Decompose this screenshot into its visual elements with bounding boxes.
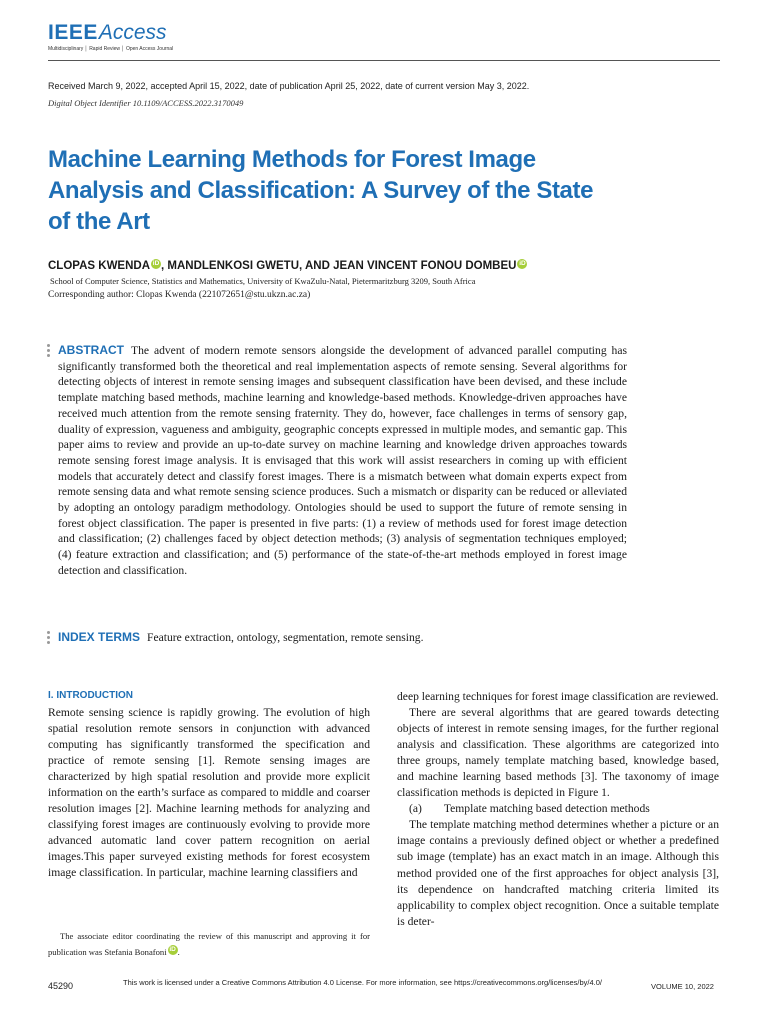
intro-paragraph-1-continued: deep learning techniques for forest image classification are reviewed. [397, 690, 719, 703]
orcid-icon[interactable]: iD [169, 946, 176, 953]
footnote-text: The associate editor coordinating the review of this manuscript and approving it for publication was Stefania Bonafoni [48, 931, 370, 957]
abstract-dots-icon [47, 344, 51, 359]
license-notice[interactable]: This work is licensed under a Creative Commons Attribution 4.0 License. For more information, see https://creativecommons.org/licenses/by/4.0/ [123, 978, 602, 987]
index-terms-text: Feature extraction, ontology, segmentation, remote sensing. [147, 631, 424, 644]
logo-tagline: Multidisciplinary │ Rapid Review │ Open Access Journal [48, 46, 174, 52]
left-column [48, 689, 370, 882]
page-number: 45290 [48, 981, 74, 991]
abstract-text: The advent of modern remote sensors alongside the development of advanced parallel computing has significantly transformed both the theoretical and real implementation aspects of remote sensing. Several algorithms for detecting objects of interest in remote sensing images and subsequent classification have been devised, and these include template matching based methods, machine learning and knowledge-based methods. Knowledge-driven approaches have received much attention from the remote sensing fraternity. They do, however, face challenges in terms of sensory gap, duality of expression, vagueness and ambiguity, geographic concepts expressed in multiple modes, and semantic gap. This paper aims to review and provide an up-to-date survey on machine learning and knowledge driven approaches towards remote sensing forest image analysis. It is envisaged that this work will assist researchers in coming up with efficient models that accurately detect and classify forest images. There is a mismatch between what domain experts expect from remote sensing data and what remote sensing science produces. Such a mismatch or disparity can be reduced or alleviated by adopting an ontology paradigm methodology. Ontologies should be used to support the future of remote sensing in forest object classification. The paper is presented in five parts: (1) a review of methods used for forest image detection and classification; (2) challenges faced by object detection methods; (3) analysis of segmentation techniques employed; (4) feature extraction and classification; and (5) performance of the state-of-the-art methods employed in forest image detection and classification. [58, 344, 627, 577]
abstract [58, 343, 627, 579]
index-terms-dots-icon [47, 631, 51, 646]
header-rule [48, 60, 720, 61]
index-terms [58, 630, 627, 646]
author-1: CLOPAS KWENDA [48, 260, 151, 272]
journal-logo [48, 22, 248, 52]
volume-label: VOLUME 10, 2022 [651, 982, 714, 991]
subsection-heading [397, 801, 719, 817]
intro-paragraph-1: Remote sensing science is rapidly growing. The evolution of high spatial resolution remote sensors in conjunction with advanced computing has significantly transformed the specification and practice of remote sensing [1]. Remote sensing images are characterized by high spatial resolution and provide more explicit information on the earth’s surface as compared to middle and coarser resolution images [2]. Machine learning methods for analyzing and classifying forest images are continuously evolving to provide more advanced automatic land cover pattern recognition on aerial images.This paper surveyed existing methods for forest ecosystem image classification. In particular, machine learning classifiers and [48, 706, 370, 880]
intro-paragraph-2: There are several algorithms that are geared towards detecting objects of interest in remote sensing images, for the further regional analysis and classification. These algorithms are categorized into three groups, namely template matching based, knowledge based, and machine learning based methods [3]. The taxonomy of image classification methods is depicted in Figure 1. [397, 706, 719, 800]
author-separator: , MANDLENKOSI GWETU, AND [161, 260, 334, 272]
subsection-title: Template matching based detection methods [443, 802, 650, 816]
subsection-label: (a) [409, 802, 422, 816]
abstract-label: ABSTRACT [58, 343, 124, 357]
logo-wordmark [48, 22, 248, 44]
received-dates: Received March 9, 2022, accepted April 15, 2022, date of publication April 25, 2022, date of current version May 3, 2022. [48, 81, 530, 91]
right-column [397, 689, 719, 930]
section-heading-introduction: I. INTRODUCTION [48, 690, 133, 701]
affiliation: School of Computer Science, Statistics and Mathematics, University of KwaZulu-Natal, Pietermaritzburg 3209, South Africa [50, 276, 476, 286]
author-3: JEAN VINCENT FONOU DOMBEU [333, 260, 517, 272]
index-terms-label: INDEX TERMS [58, 630, 141, 644]
editor-footnote [48, 928, 370, 960]
doi-line: Digital Object Identifier 10.1109/ACCESS.2022.3170049 [48, 98, 244, 108]
orcid-icon[interactable]: iD [152, 260, 160, 267]
orcid-icon[interactable]: iD [519, 260, 526, 267]
logo-access: Access [98, 21, 167, 44]
logo-ieee: IEEE [48, 21, 98, 44]
author-list [48, 259, 527, 272]
intro-paragraph-3: The template matching method determines whether a picture or an image contains a previously defined object or whether a predefined sub image (template) has an exact match in an image. Although this method provided one of the first approaches for object analysis [3], its dependence on handcrafted matching criteria limited its applicability to complex object recognition. Once a suitable template is deter- [397, 818, 719, 928]
footnote-end: . [177, 947, 180, 957]
corresponding-author: Corresponding author: Clopas Kwenda (221072651@stu.ukzn.ac.za) [48, 290, 311, 300]
paper-title: Machine Learning Methods for Forest Image Analysis and Classification: A Survey of the State of the Art [48, 146, 594, 235]
